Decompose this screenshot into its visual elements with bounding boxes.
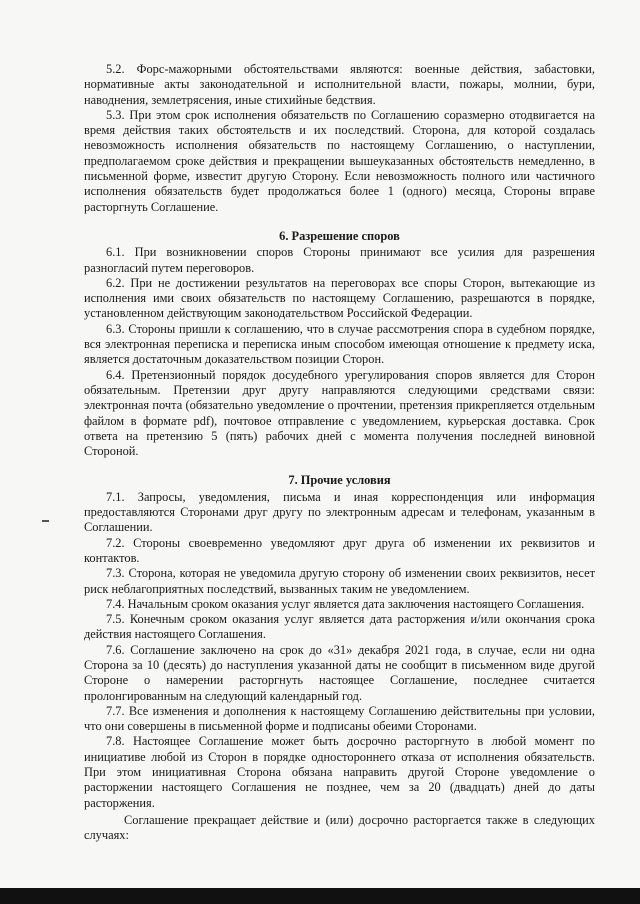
clause-7-5: 7.5. Конечным сроком оказания услуг является дата расторжения и/или окончания срока действия настоящего Соглашения. bbox=[84, 612, 595, 642]
clause-7-7: 7.7. Все изменения и дополнения к настоящему Соглашению действительны при условии, что они совершены в письменной форме и подписаны обеими Сторонами. bbox=[84, 703, 595, 734]
clause-5-2: 5.2. Форс-мажорными обстоятельствами являются: военные действия, забастовки, нормативные акты законодательной и исполнительной власти, пожары, молнии, бури, наводнения, землетрясения, иные стихийные бедствия. bbox=[84, 62, 595, 107]
document-body bbox=[84, 62, 595, 844]
clause-7-2: 7.2. Стороны своевременно уведомляют друг друга об изменении их реквизитов и контактов. bbox=[84, 535, 595, 565]
clause-7-3: 7.3. Сторона, которая не уведомила другую сторону об изменении своих реквизитов, несет риск неблагоприятных последствий, вызванных таким не уведомлением. bbox=[84, 566, 595, 596]
clause-6-2: 6.2. При не достижении результатов на переговорах все споры Сторон, вытекающие из исполнения ими своих обязательств по настоящему Соглашению, разрешаются в порядке, установленном действующим законодательством Российской Федерации. bbox=[84, 275, 595, 321]
scan-bottom-edge bbox=[0, 888, 640, 904]
clause-5-3: 5.3. При этом срок исполнения обязательств по Соглашению соразмерно отодвигается на время действия таких обстоятельств и их последствий. Сторона, для которой создалась невозможность исполнения обязательств по настоящему Соглашению, о наступлении, предполагаемом сроке действия и прекращении вышеуказанных обстоятельств немедленно, в письменной форме, известит другую Сторону. Если невозможность полного или частичного исполнения обязательств будет продолжаться более 1 (одного) месяца, Стороны вправе расторгнуть Соглашение. bbox=[84, 107, 595, 214]
scan-margin-mark bbox=[42, 520, 49, 522]
clause-7-4: 7.4. Начальным сроком оказания услуг является дата заключения настоящего Соглашения. bbox=[106, 596, 585, 611]
clause-7-6: 7.6. Соглашение заключено на срок до «31» декабря 2021 года, в случае, если ни одна Сторона за 10 (десять) до наступления указанной даты не сообщит в письменном виде другой Стороне о намерении расторгнуть настоящее Соглашение, последнее считается пролонгированным на следующий календарный год. bbox=[84, 642, 595, 703]
section-6-heading: 6. Разрешение споров bbox=[279, 228, 400, 243]
clause-7-1: 7.1. Запросы, уведомления, письма и иная корреспонденция или информация предоставляются Сторонами друг другу по электронным адресам и телефонам, указанным в Соглашении. bbox=[84, 489, 595, 535]
clause-6-1: 6.1. При возникновении споров Стороны принимают все усилия для разрешения разногласий путем переговоров. bbox=[84, 245, 595, 275]
clause-6-3: 6.3. Стороны пришли к соглашению, что в случае рассмотрения спора в судебном порядке, вся электронная переписка и переписка иным способом имеющая отношение к предмету иска, является достаточным доказательством позиции Сторон. bbox=[84, 321, 595, 367]
clause-6-4: 6.4. Претензионный порядок досудебного урегулирования споров является для Сторон обязательным. Претензии друг другу направляются следующими средствами связи: электронная почта (обязательно уведомление о прочтении, претензия прикрепляется отдельным файлом в формате pdf), почтовое отправление с уведомлением, курьерская доставка. Срок ответа на претензию 5 (пять) рабочих дней с момента получения последней виновной Стороной. bbox=[84, 367, 595, 459]
clause-7-8: 7.8. Настоящее Соглашение может быть досрочно расторгнуто в любой момент по инициативе любой из Сторон в порядке одностороннего отказа от исполнения обязательств. При этом инициативная Сторона обязана направить другой Стороне уведомление о расторжении настоящего Соглашения не позднее, чем за 20 (двадцать) дней до даты расторжения. bbox=[84, 734, 595, 810]
section-7-heading: 7. Прочие условия bbox=[288, 473, 391, 488]
closing-paragraph: Соглашение прекращает действие и (или) досрочно расторгается также в следующих случаях: bbox=[84, 812, 595, 843]
